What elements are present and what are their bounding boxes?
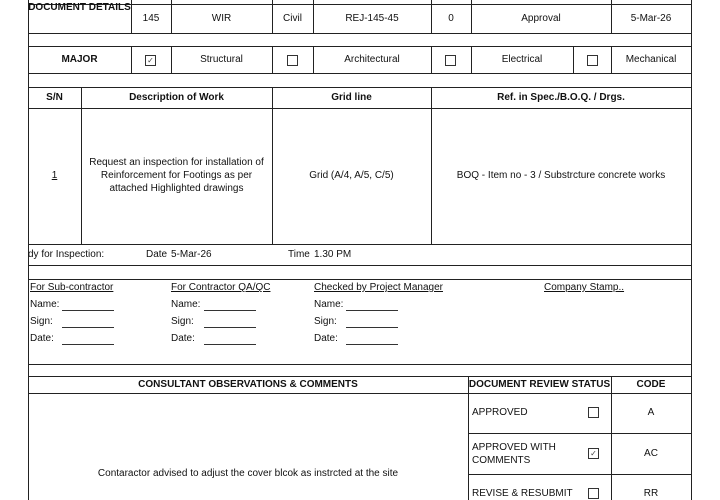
contractor-date-label: Date: bbox=[171, 333, 195, 344]
document-details-label: DOCUMENT DETAILS bbox=[28, 2, 131, 13]
project-manager-heading: Checked by Project Manager bbox=[314, 282, 443, 293]
subcontractor-date-line[interactable] bbox=[62, 344, 114, 345]
pm-name-label: Name: bbox=[314, 299, 344, 310]
subcontractor-heading: For Sub-contractor bbox=[30, 282, 114, 293]
subcontractor-name-label: Name: bbox=[30, 299, 60, 310]
checkbox-structural[interactable] bbox=[145, 55, 156, 66]
company-stamp-label: Company Stamp.. bbox=[544, 282, 625, 293]
review-status-header: DOCUMENT REVIEW STATUS bbox=[468, 379, 611, 390]
pm-date-line[interactable] bbox=[346, 344, 398, 345]
checkbox-revise-resubmit[interactable] bbox=[588, 488, 599, 499]
contractor-qaqc-heading: For Contractor QA/QC bbox=[171, 282, 271, 293]
header-sn: S/N bbox=[46, 92, 63, 103]
document-number: 145 bbox=[142, 13, 160, 24]
code-approved: A bbox=[647, 407, 655, 418]
subcontractor-date-label: Date: bbox=[30, 333, 54, 344]
document-date: 5-Mar-26 bbox=[630, 13, 672, 24]
checkbox-approved[interactable] bbox=[588, 407, 599, 418]
contractor-name-line[interactable] bbox=[204, 310, 256, 311]
document-discipline: Civil bbox=[283, 13, 302, 24]
row-sn: 1 bbox=[51, 170, 58, 181]
checkbox-architectural[interactable] bbox=[287, 55, 298, 66]
inspection-date-value: 5-Mar-26 bbox=[171, 249, 212, 260]
document-revision: 0 bbox=[448, 13, 454, 24]
pm-sign-line[interactable] bbox=[346, 327, 398, 328]
checkbox-electrical[interactable] bbox=[445, 55, 456, 66]
pm-sign-label: Sign: bbox=[314, 316, 337, 327]
status-revise-resubmit-label: REVISE & RESUBMIT bbox=[472, 488, 573, 499]
header-description: Description of Work bbox=[129, 92, 224, 103]
row-grid-line: Grid (A/4, A/5, C/5) bbox=[309, 170, 394, 181]
contractor-date-line[interactable] bbox=[204, 344, 256, 345]
inspection-time-label: Time bbox=[288, 249, 310, 260]
row-reference: BOQ - Item no - 3 / Substrcture concrete works bbox=[456, 170, 666, 181]
check-icon: ✓ bbox=[590, 449, 597, 458]
consultant-comment: Contaractor advised to adjust the cover blcok as instrcted at the site bbox=[97, 468, 399, 479]
document-purpose: Approval bbox=[521, 13, 561, 24]
inspection-date-label: Date bbox=[146, 249, 168, 260]
contractor-name-label: Name: bbox=[171, 299, 201, 310]
option-mechanical: Mechanical bbox=[625, 54, 677, 65]
subcontractor-name-line[interactable] bbox=[62, 310, 114, 311]
checkbox-approved-with-comments[interactable] bbox=[588, 448, 599, 459]
option-architectural: Architectural bbox=[344, 54, 400, 65]
category-label: MAJOR bbox=[61, 54, 98, 65]
comments-header: CONSULTANT OBSERVATIONS & COMMENTS bbox=[138, 379, 358, 390]
inspection-label: dy for Inspection: bbox=[28, 249, 105, 260]
option-structural: Structural bbox=[200, 54, 243, 65]
subcontractor-sign-label: Sign: bbox=[30, 316, 53, 327]
check-icon: ✓ bbox=[147, 56, 154, 65]
inspection-time-value: 1.30 PM bbox=[314, 249, 352, 260]
code-header: CODE bbox=[636, 379, 666, 390]
status-approved-comments-label: APPROVED WITH COMMENTS bbox=[472, 442, 556, 466]
checkbox-mechanical[interactable] bbox=[587, 55, 598, 66]
header-reference: Ref. in Spec./B.O.Q. / Drgs. bbox=[497, 92, 625, 103]
contractor-sign-line[interactable] bbox=[204, 327, 256, 328]
status-approved-label: APPROVED bbox=[472, 407, 528, 418]
contractor-sign-label: Sign: bbox=[171, 316, 194, 327]
pm-name-line[interactable] bbox=[346, 310, 398, 311]
code-revise-resubmit: RR bbox=[643, 488, 659, 499]
row-description: Request an inspection for installation of Reinforcement for Footings as per attached Highlighted drawings bbox=[89, 157, 264, 194]
document-type: WIR bbox=[211, 13, 232, 24]
code-approved-with-comments: AC bbox=[644, 448, 658, 459]
subcontractor-sign-line[interactable] bbox=[62, 327, 114, 328]
header-grid-line: Grid line bbox=[331, 92, 372, 103]
document-reference: REJ-145-45 bbox=[345, 13, 399, 24]
pm-date-label: Date: bbox=[314, 333, 338, 344]
option-electrical: Electrical bbox=[501, 54, 543, 65]
